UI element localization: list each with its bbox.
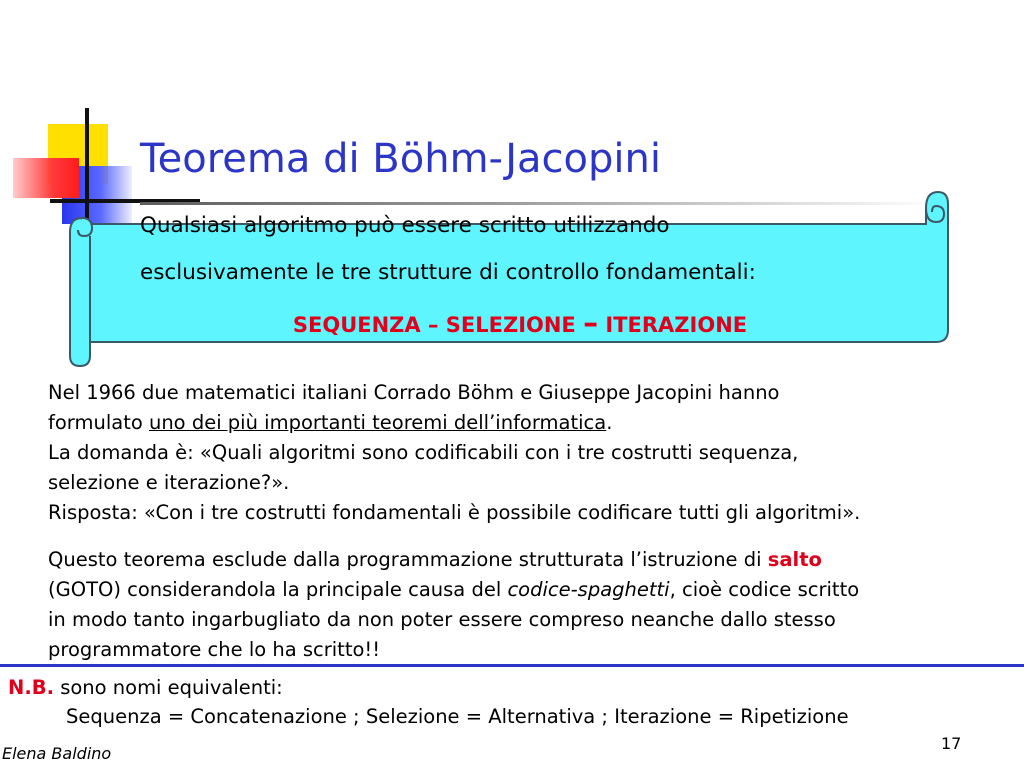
highlight-dash: –	[583, 306, 599, 341]
para2-line-2-pre: (GOTO) considerandola la principale causa del	[48, 578, 508, 601]
footer-author: Elena Baldino	[2, 744, 112, 763]
spaghetti-code-term: codice-spaghetti	[507, 578, 670, 601]
control-structures-highlight	[0, 306, 1024, 341]
para2-line-3: in modo tanto ingarbugliato da non poter essere compreso neanche dallo stesso	[48, 608, 836, 631]
answer-line: Risposta: «Con i tre costrutti fondamentali è possibile codificare tutti gli algoritmi».	[48, 501, 861, 524]
goto-paragraph	[48, 545, 998, 665]
slide-title: Teorema di Böhm-Jacopini	[140, 136, 661, 182]
banner-line-1: Qualsiasi algoritmo può essere scritto utilizzando	[140, 213, 670, 238]
para2-line-2-post: , cioè codice scritto	[669, 578, 860, 601]
theorem-importance-link: uno dei più importanti teoremi dell’informatica	[148, 411, 607, 434]
para2-line-4: programmatore che lo ha scritto!!	[48, 638, 381, 661]
highlight-part-2: ITERAZIONE	[598, 313, 748, 337]
para1-line-2-pre: formulato	[48, 411, 149, 434]
equivalent-names-line: Sequenza = Concatenazione ; Selezione = Alternativa ; Iterazione = Ripetizione	[66, 705, 849, 728]
bottom-divider	[0, 664, 1024, 667]
para2-line-2	[48, 575, 998, 605]
salto-keyword: salto	[767, 548, 822, 571]
para1-line-2	[48, 408, 998, 438]
note-label: N.B.	[8, 676, 54, 699]
question-line-2: selezione e iterazione?».	[48, 471, 290, 494]
history-paragraph	[48, 378, 998, 528]
para2-line-1	[48, 545, 998, 575]
banner-line-2: esclusivamente le tre strutture di controllo fondamentali:	[140, 260, 756, 285]
question-line-1: La domanda è: «Quali algoritmi sono codificabili con i tre costrutti sequenza,	[48, 441, 799, 464]
page-number: 17	[941, 734, 962, 753]
note-text: sono nomi equivalenti:	[54, 676, 283, 699]
para1-line-1: Nel 1966 due matematici italiani Corrado Böhm e Giuseppe Jacopini hanno	[48, 381, 780, 404]
para1-line-2-post: .	[606, 411, 613, 434]
note-heading	[8, 676, 283, 699]
para2-line-1-pre: Questo teorema esclude dalla programmazione strutturata l’istruzione di	[48, 548, 768, 571]
highlight-part-1: SEQUENZA – SELEZIONE	[292, 313, 584, 337]
